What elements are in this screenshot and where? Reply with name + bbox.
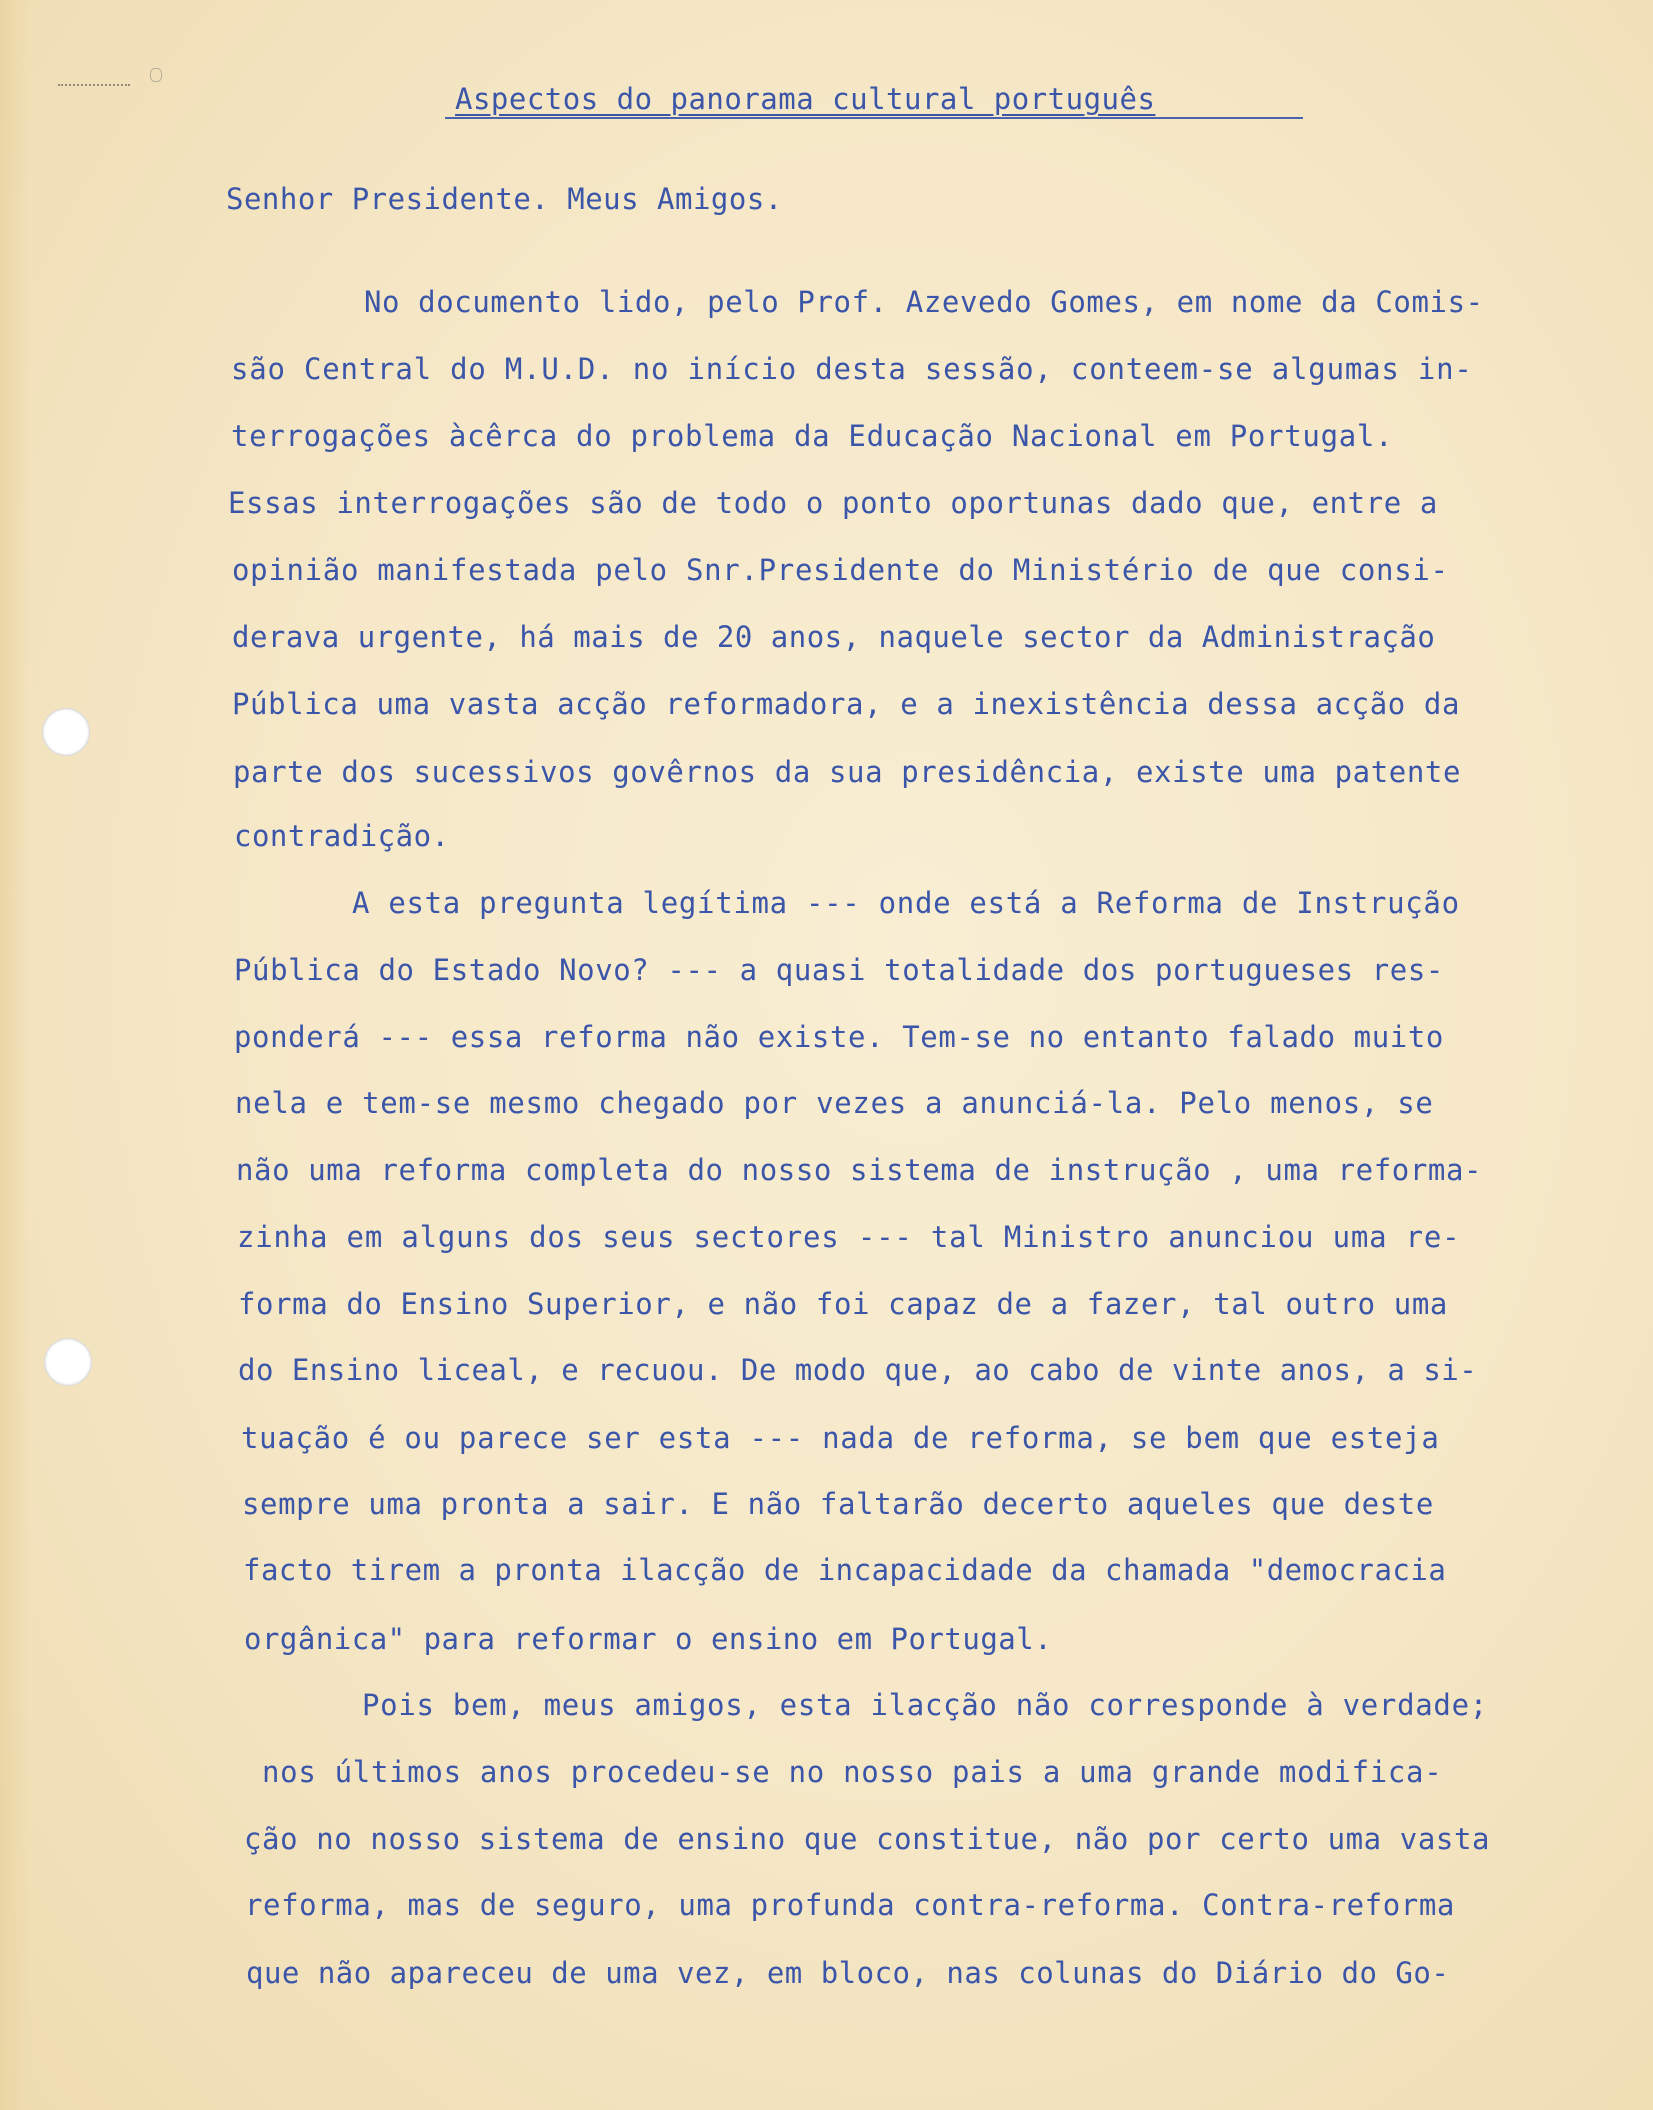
paragraph-2-line-10: sempre uma pronta a sair. E não faltarão decerto aqueles que deste xyxy=(242,1487,1434,1521)
paragraph-2-line-2: Pública do Estado Novo? --- a quasi totalidade dos portugueses res- xyxy=(234,953,1444,987)
paragraph-1-line-1: No documento lido, pelo Prof. Azevedo Gomes, em nome da Comis- xyxy=(364,285,1484,319)
title-underline xyxy=(445,117,1303,119)
paragraph-1-line-5: opinião manifestada pelo Snr.Presidente do Ministério de que consi- xyxy=(232,553,1449,587)
paragraph-3-line-3: ção no nosso sistema de ensino que constitue, não por certo uma vasta xyxy=(244,1822,1491,1856)
paragraph-1-line-2: são Central do M.U.D. no início desta sessão, conteem-se algumas in- xyxy=(231,352,1473,386)
paragraph-2-line-11: facto tirem a pronta ilacção de incapacidade da chamada "democracia xyxy=(243,1553,1447,1587)
paragraph-1-line-4: Essas interrogações são de todo o ponto oportunas dado que, entre a xyxy=(228,486,1438,520)
paragraph-1-line-6: derava urgente, há mais de 20 anos, naquele sector da Administração xyxy=(232,620,1436,654)
paragraph-2-line-5: não uma reforma completa do nosso sistema de instrução , uma reforma- xyxy=(236,1153,1483,1187)
paragraph-2-line-6: zinha em alguns dos seus sectores --- tal Ministro anunciou uma re- xyxy=(237,1220,1461,1254)
paragraph-3-line-1: Pois bem, meus amigos, esta ilacção não corresponde à verdade; xyxy=(362,1688,1488,1722)
document-title: Aspectos do panorama cultural português xyxy=(455,82,1156,116)
paragraph-2-line-9: tuação é ou parece ser esta --- nada de reforma, se bem que esteja xyxy=(241,1421,1440,1455)
punch-hole xyxy=(44,1338,92,1386)
paragraph-3-line-5: que não apareceu de uma vez, em bloco, nas colunas do Diário do Go- xyxy=(246,1956,1450,1990)
salutation: Senhor Presidente. Meus Amigos. xyxy=(226,182,783,216)
paragraph-1-line-8: parte dos sucessivos govêrnos da sua presidência, existe uma patente xyxy=(233,755,1462,789)
paragraph-2-line-4: nela e tem-se mesmo chegado por vezes a anunciá-la. Pelo menos, se xyxy=(235,1086,1434,1120)
paragraph-2-line-7: forma do Ensino Superior, e não foi capaz de a fazer, tal outro uma xyxy=(238,1287,1448,1321)
paragraph-3-line-2: nos últimos anos procedeu-se no nosso pais a uma grande modifica- xyxy=(262,1755,1443,1789)
pencil-marking xyxy=(58,72,130,86)
paragraph-2-line-1: A esta pregunta legítima --- onde está a Reforma de Instrução xyxy=(352,886,1460,920)
paragraph-1-line-9: contradição. xyxy=(234,819,450,853)
paragraph-1-line-3: terrogações àcêrca do problema da Educação Nacional em Portugal. xyxy=(231,419,1394,453)
paragraph-1-line-7: Pública uma vasta acção reformadora, e a inexistência dessa acção da xyxy=(232,687,1461,721)
punch-hole xyxy=(42,708,90,756)
paragraph-2-line-12: orgânica" para reformar o ensino em Portugal. xyxy=(244,1622,1053,1656)
paragraph-2-line-3: ponderá --- essa reforma não existe. Tem-se no entanto falado muito xyxy=(234,1020,1444,1054)
paragraph-3-line-4: reforma, mas de seguro, uma profunda contra-reforma. Contra-reforma xyxy=(245,1888,1455,1922)
paragraph-2-line-8: do Ensino liceal, e recuou. De modo que, ao cabo de vinte anos, a si- xyxy=(238,1353,1478,1387)
